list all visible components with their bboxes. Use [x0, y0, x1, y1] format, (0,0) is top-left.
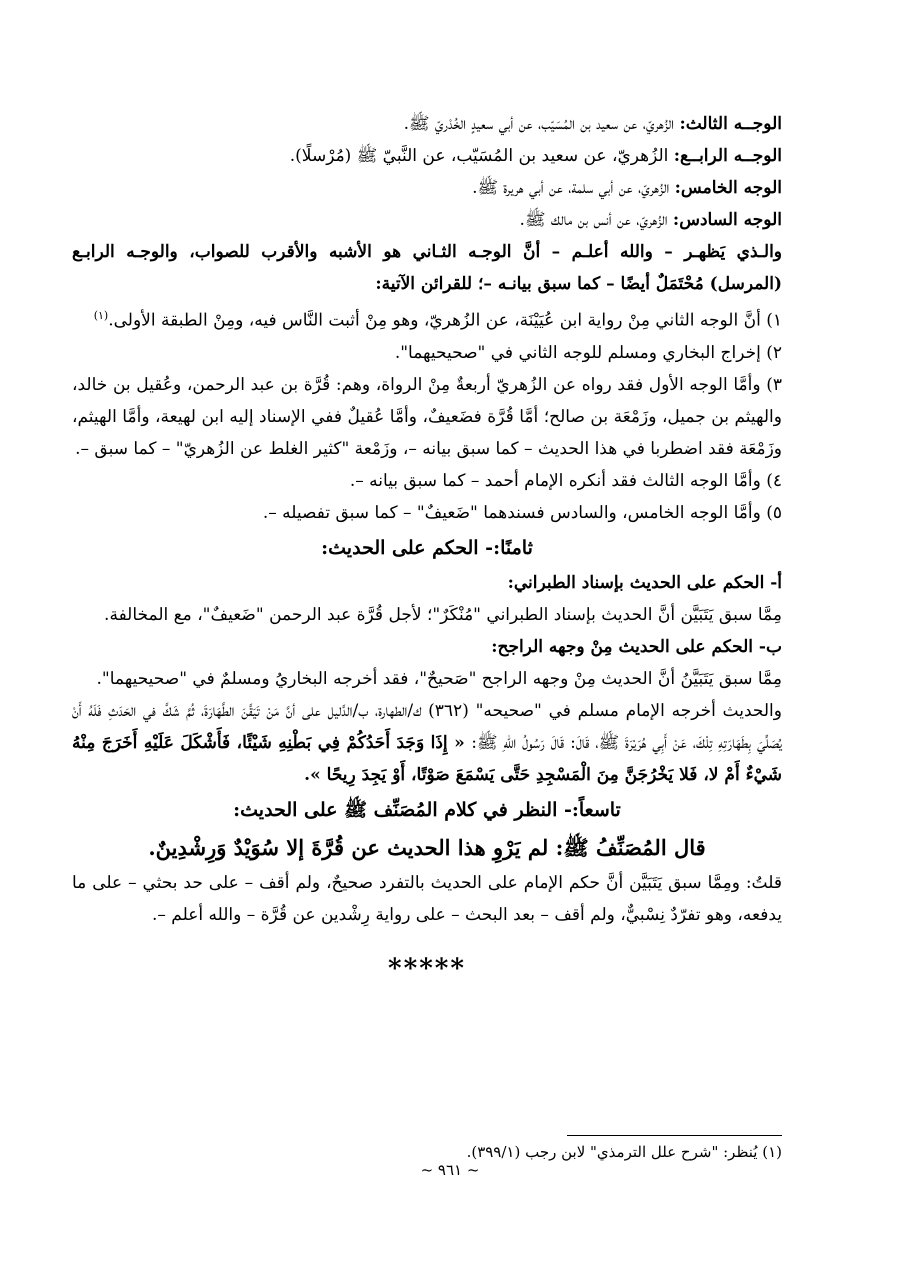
hadith-text: « إِذَا وَجَدَ أَحَدُكُمْ فِي بَطْنِهِ شَيْئًا، فَأَشْكَلَ عَلَيْهِ أَخَرَجَ مِنْهُ شَيْءٌ أَمْ لا، فَلا يَخْرُجَنَّ مِنَ الْمَسْجِدِ حَتَّى يَسْمَعَ صَوْتًا، أَوْ يَجِدَ رِيحًا ». [72, 732, 782, 785]
footnote: (١) يُنظر: "شرح علل الترمذي" لابن رجب (٣٩٩/١). [466, 1143, 782, 1161]
evidence-item-3: ٣) وأمَّا الوجه الأول فقد رواه عن الزُهريّ أربعةٌ مِنْ الرواة، وهم: قُرَّة بن عبد الرحمن، وعُقيل بن خالد، والهيثم بن جميل، وزَمْعَة بن صالح؛ أمَّا قُرَّة فضَعيفٌ، وأمَّا عُقيلٌ ففي الإسناد إليه ابن لهيعة، وأمَّا الهيثم، وزَمْعَة فقد اضطربا في هذا الحديث – كما سبق بيانه –، وزَمْعة "كثير الغلط عن الزُهريّ" – كما سبق –. [72, 374, 782, 459]
section-9-title: تاسعاً:- النظر في كلام المُصَنِّف ﷺ على الحديث: [233, 798, 621, 821]
subsection-a-text: مِمَّا سبق يَتَبَيَّن أنَّ الحديث بإسناد الطبراني "مُنْكَرٌ"؛ لأجل قُرَّة عبد الرحمن "ضَعيفٌ"، مع المخالفة. [104, 604, 782, 625]
footnote-divider [567, 1135, 782, 1136]
page-number: ~ ٩٦١ ~ [420, 1161, 480, 1179]
separator-stars: ***** [388, 953, 466, 984]
conclusion-paragraph: والـذي يَظهـر – والله أعلـم – أنَّ الوجـه الثـاني هو الأشبه والأقرب للصواب، والوجـه الرابـع (المرسل) مُحْتَمَلٌ أيضًا – كما سبق بيانـه –؛ للقرائن الآتية: [72, 242, 782, 294]
final-paragraph: قلتُ: ومِمَّا سبق يَتَبَيَّن أنَّ حكم الإمام على الحديث بالتفرد صحيحٌ، ولم أقف – على حد بحثي – على ما يدفعه، وهو تفرّدٌ نِسْبيٌّ، ولم أقف – بعد البحث – على رواية رِشْدين عن قُرَّة – والله أعلم –. [72, 872, 782, 925]
subsection-a-title: أ- الحكم على الحديث بإسناد الطبراني: [507, 572, 782, 593]
line-wajh-4: الوجــه الرابــع: الزُهريّ، عن سعيد بن المُسَيّب، عن النَّبيّ ﷺ (مُرْسلًا). [289, 146, 782, 166]
evidence-item-5: ٥) وأمَّا الوجه الخامس، والسادس فسندهما "ضَعيفٌ" – كما سبق تفصيله –. [262, 502, 782, 523]
subsection-b-text: مِمَّا سبق يَتَبَيَّنُ أنَّ الحديث مِنْ وجهه الراجح "صَحيحٌ"، فقد أخرجه البخاريُ ومسلمٌ في "صحيحيهما". [96, 668, 782, 689]
evidence-item-1: ١) أنَّ الوجه الثاني مِنْ رواية ابن عُيَيْنَة، عن الزُهريّ، وهو مِنْ أثبت النَّاس فيه، ومِنْ الطبقة الأولى.$^{(١)}$ [93, 309, 782, 331]
line-wajh-3: الوجــه الثالث: الزُهريّ، عن سعيد بن المُسَيّب، عن أبي سعيدٍ الخُدْريّ ﷺ. [403, 114, 782, 134]
author-quote: قال المُصَنِّفُ ﷺ: لم يَرْوِ هذا الحديث عن قُرَّةَ إلا سُوَيْدٌ وَرِشْدِينٌ. [148, 834, 706, 860]
footnote-ref: (١) [93, 309, 109, 322]
line-wajh-5: الوجه الخامس: الزُهريّ، عن أبي سلمة، عن أبي هريرة ﷺ. [472, 178, 782, 198]
page-body [72, 108, 782, 985]
evidence-item-2: ٢) إخراج البخاري ومسلم للوجه الثاني في "صحيحيهما". [394, 342, 782, 363]
line-wajh-6: الوجه السادس: الزُهريّ، عن أنس بن مالك ﷺ. [519, 210, 782, 230]
section-8-title: ثامنًا:- الحكم على الحديث: [321, 536, 533, 559]
hadith-paragraph: والحديث أخرجه الإمام مسلم في "صحيحه" (٣٦٢) ك/الطهارة، ب/الدَّليل على أنَّ مَنْ تَيَقَّنَ الطَّهَارَةَ، ثُمَّ شَكَّ في الحَدَثِ فَلَهُ أَنْ يُصَلِّيَ بِطَهَارَتِهِ تِلْكَ، عَنْ أَبِي هُرَيْرَةَ ﷺ، قَالَ: قَالَ رَسُولُ اللهِ ﷺ: « إِذَا وَجَدَ أَحَدُكُمْ فِي بَطْنِهِ شَيْئًا، فَأَشْكَلَ عَلَيْهِ أَخَرَجَ مِنْهُ شَيْءٌ أَمْ لا، فَلا يَخْرُجَنَّ مِنَ الْمَسْجِدِ حَتَّى يَسْمَعَ صَوْتًا، أَوْ يَجِدَ رِيحًا ». [72, 700, 782, 785]
evidence-item-4: ٤) وأمَّا الوجه الثالث فقد أنكره الإمام أحمد – كما سبق بيانه –. [349, 470, 782, 491]
subsection-b-title: ب- الحكم على الحديث مِنْ وجهه الراجح: [491, 636, 782, 657]
